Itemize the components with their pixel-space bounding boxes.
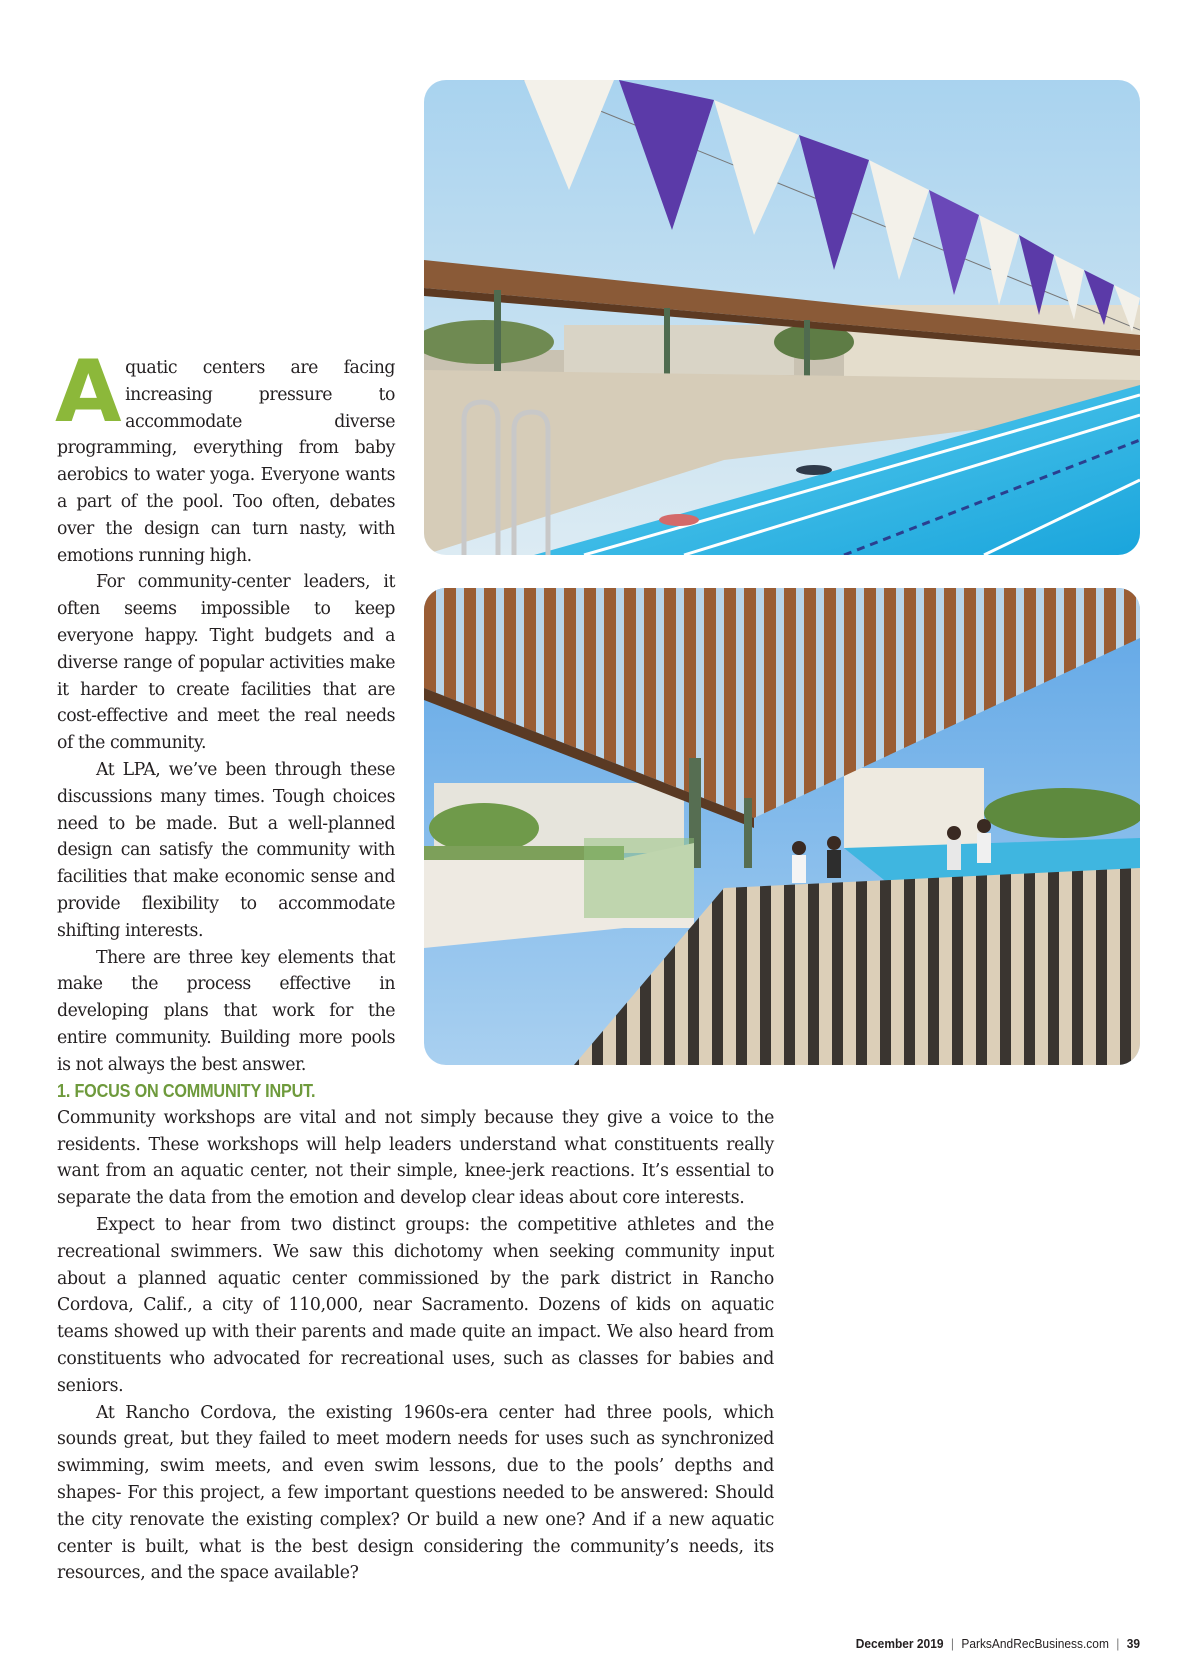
section-community-input (57, 1078, 774, 1587)
section-paragraph-2: Expect to hear from two distinct groups: the competitive athletes and the recreational swimmers. We saw this dichotomy when seeking community input about a planned aquatic center commissioned by the park district in Rancho Cordova, Calif., a city of 110,000, near Sacramento. Dozens of kids on aquatic teams showed up with their parents and made quite an impact. We also heard from constituents who advocated for recreational uses, such as classes for babies and seniors. (57, 1214, 774, 1396)
section-paragraph-1: Community workshops are vital and not simply because they give a voice to the residents. These workshops will help leaders understand what constituents really want from an aquatic center, not their simple, knee-jerk reactions. It’s essential to separate the data from the emotion and develop clear ideas about core interests. (57, 1107, 774, 1209)
footer-date: December 2019 (855, 1636, 944, 1651)
intro-column (55, 342, 395, 1079)
section-heading: 1. FOCUS ON COMMUNITY INPUT. (57, 1081, 316, 1101)
intro-paragraph-1: Aquatic centers are facing increasing pressure to accommodate diverse programming, everything from baby aerobics to water yoga. Everyone wants a part of the pool. Too often, debates over the design can turn nasty, with emotions running high. (55, 342, 395, 566)
drop-cap: A (55, 342, 122, 442)
page-footer (856, 1636, 1140, 1651)
footer-separator: | (950, 1636, 954, 1651)
page-number: 39 (1126, 1636, 1140, 1651)
pool-photo (424, 80, 1140, 555)
intro-paragraph-2: For community-center leaders, it often seems impossible to keep everyone happy. Tight budgets and a diverse range of popular activities make it harder to create facilities that are cost-effective and meet the real needs of the community. (57, 572, 395, 754)
footer-site: ParksAndRecBusiness.com (961, 1636, 1109, 1651)
footer-separator: | (1116, 1636, 1120, 1651)
pergola-photo (424, 588, 1140, 1065)
section-paragraph-3: At Rancho Cordova, the existing 1960s-era center had three pools, which sounds great, but they failed to meet modern needs for uses such as synchronized swimming, swim meets, and even swim lessons, due to the pools’ depths and shapes- For this project, a few important questions needed to be answered: Should the city renovate the existing complex? Or build a new one? And if a new aquatic center is built, what is the best design considering the community’s needs, its resources, and the space available? (57, 1402, 774, 1584)
intro-paragraph-4: There are three key elements that make the process effective in developing plans that work for the entire community. Building more pools is not always the best answer. (57, 947, 395, 1075)
intro-paragraph-3: At LPA, we’ve been through these discussions many times. Tough choices need to be made. But a well-planned design can satisfy the community with facilities that make economic sense and provide flexibility to accommodate shifting interests. (57, 759, 395, 941)
